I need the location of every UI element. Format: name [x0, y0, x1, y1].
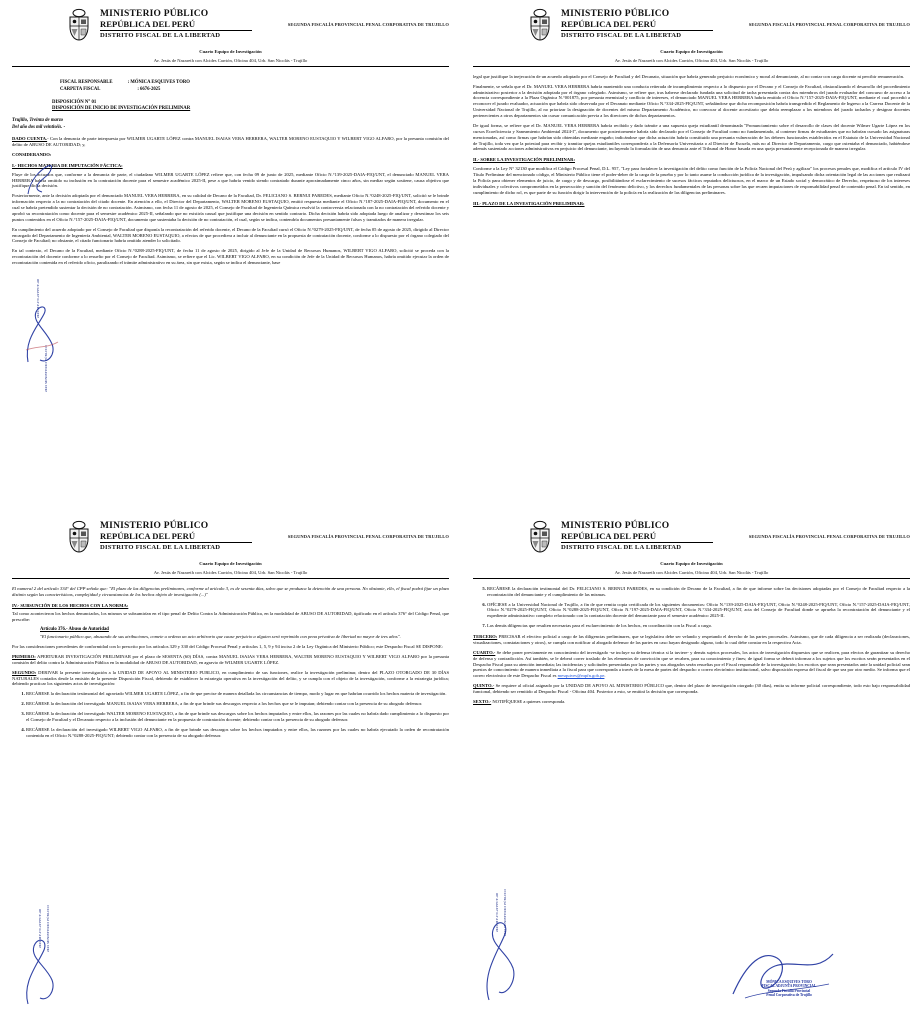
cuarto-end: .: [604, 673, 606, 679]
tercero-label: TERCERO:: [473, 634, 498, 639]
ministry-name: MINISTERIO PÚBLICO: [100, 521, 209, 531]
vertical-stamp-6: 2025 MINISTERIO PÚBLICO: [503, 889, 507, 936]
signature-mark-1: [22, 300, 62, 370]
district-name: DISTRITO FISCAL DE LA LIBERTAD: [100, 544, 221, 552]
vertical-stamp-5: 2025-MP-FN-2FPPCT-4D: [495, 892, 499, 932]
signature-mark-2: [24, 160, 58, 200]
document-page-3: [0, 512, 461, 1024]
page-4-diligence-list: [473, 586, 910, 629]
fiscalia-header-text: SEGUNDA FISCALÍA PROVINCIAL PENAL CORPORATIVA DE TRUJILLO: [748, 534, 910, 539]
considerando-heading: CONSIDERANDO:: [12, 151, 52, 157]
team-line: Cuarto Equipo de Investigación: [199, 49, 262, 54]
fiscal-responsable-row: [60, 80, 449, 86]
carpeta-fiscal-row: [60, 87, 449, 93]
page-3-body: [12, 586, 449, 739]
address-line: Av. Jesús de Nazareth con Alcides Carrión, Oficina 404, Urb. San Nicolás - Trujillo: [12, 570, 449, 579]
list-item: 2. RECÁBESE la declaración del investigado MANUEL ISAIAS VERA HERRERA, a fin de que brinde sus descargos respecto a los hechos que se le imputan; debiendo contar con la presencia de su abogado defensor.: [26, 701, 449, 707]
disposition-heading: [52, 100, 449, 112]
penal-article-text: "El funcionario público que, abusando de sus atribuciones, comete u ordena un acto arbitrario que cause perjuicio a alguien será reprimido con pena privativa de libertad no mayor de tres años".: [40, 634, 401, 640]
page-2-paragraph-1: legal que justifique la inejecución de un acuerdo adoptado por el Consejo de Facultad y del Decanato, situación que habría generado perjuicio económico y moral al denunciante, al no contar con carga docente ni percibir remuneración.: [473, 73, 905, 79]
signature-role: FISCAL ADJUNTA PROVINCIAL: [761, 984, 817, 989]
vertical-stamp-2: 2025 MINISTERIO PÚBLICO: [44, 345, 48, 392]
page-2-paragraph-3: De igual forma, se refiere que el Dr. MANUEL VERA HERRERA habría recibido y dado trámite a una supuesta queja estudiantil denominada "Pronunciamiento sobre el desarrollo de clases del docente Wilmer Ugarte López en los cursos Ecoeficiencia y Saneamiento Ambiental 2024-I", documento que posteriormente habría sido declarado por el Consejo de Facultad como no fundamentado, al contener firmas de estudiantes que no habrían cursado las asignaturas mencionadas, así como firmas que habrían sido obtenidas mediante engaño; indicándose que dicha actuación habría constituido una presunta vulneración de los deberes funcionales establecidos en el Estatuto de la Universidad Nacional de Trujillo, toda vez que la potestad para recibir y tramitar quejas estudiantiles correspondería a la Defensoría Universitaria o al Director de Escuela, más no al Director de Departamento, cargo que ostentaba el denunciado, habiéndose además sustentado acciones administrativas en perjuicio del denunciante, incluyendo la formulación de una denuncia ante el Tribunal de Honor basada en una queja presuntamente recepcionada de manera irregular.: [473, 122, 910, 152]
signature-office-1: Segunda Fiscalía Provincial: [767, 988, 811, 993]
fiscalia-header-text: SEGUNDA FISCALÍA PROVINCIAL PENAL CORPORATIVA DE TRUJILLO: [748, 22, 910, 27]
quinto-paragraph: [473, 683, 910, 695]
republic-name: REPÚBLICA DEL PERÚ: [561, 18, 657, 29]
fiscal-signature-block: [719, 980, 859, 998]
sexto-label: SEXTO.-: [473, 698, 492, 704]
team-line: Cuarto Equipo de Investigación: [660, 561, 723, 566]
list-item: 7. Las demás diligencias que resulten necesarias para el esclarecimiento de los hechos, en coordinación con la Fiscal a cargo.: [487, 623, 910, 629]
fiscal-responsable-label: FISCAL RESPONSABLE: [60, 79, 113, 85]
coat-of-arms-icon: [64, 520, 94, 554]
page-3-diligence-list: [12, 691, 449, 738]
republic-name: REPÚBLICA DEL PERÚ: [100, 530, 196, 541]
page-1-paragraph-4: En tal contexto, el Decano de la Facultad, mediante Oficio N.°0288-2025-FIQ/UNT, de fecha 11 de agosto de 2025, dirigido al Jefe de la Unidad de Recursos Humanos, WILBERT VIGO ALFARO, solicitó se proceda con la recontratación del docente conforme a lo resuelto por el Consejo de Facultad. Asimismo, se refiere que el Lic. WILBERT VIGO ALFARO, en su condición de Jefe de la Unidad de Recursos Humanos, habría omitido ejecutar la orden de recontratación contenida en el referido oficio, paralizando el trámite administrativo en su área, sin que exista, según se indica el denunciante, base: [12, 248, 449, 266]
list-item: 3. RECÁBESE la declaración del investigado WALTER MORENO EUSTAQUIO, a fin de que brinde sus descargos sobre los hechos imputados y entre ellos, las razones por las cuales no habría dado cumplimiento a lo dispuesto por el Consejo de Facultad y el Decanato respecto a la inclusión del denunciante en la propuesta de contratación docente; debiendo contar con la presencia de su abogado defensor.: [26, 711, 449, 723]
vertical-stamp-3: 2025-MP-FN-2FPPCT-4D: [38, 908, 42, 948]
vertical-stamp-1: 2025-MP-FN-2FPPCT-4D: [36, 278, 40, 318]
district-name: DISTRITO FISCAL DE LA LIBERTAD: [561, 544, 682, 552]
page-3-paragraph-1: El numeral 2 del artículo 334° del CPP señala que: "El plazo de las diligencias preliminares, conforme al artículo 3, es de sesenta días, salvo que se produzca la detención de una persona. No obstante, ello, el fiscal podrá fijar un plazo distinto según las características, complejidad y circunstancias de los hechos objeto de investigación (...)": [12, 585, 449, 597]
page-2-body: [473, 74, 910, 207]
ministry-name: MINISTERIO PÚBLICO: [100, 9, 209, 19]
page-1-body: [12, 74, 449, 266]
document-page-2: [461, 0, 922, 512]
penal-article-box: [40, 627, 449, 640]
segundo-text: DERIVAR la presente investigación a la UNIDAD DE APOYO AL MINISTERIO PUBLICO, en cumplimiento de sus funciones, realice la investigación preliminar, dentro del PLAZO OTORGADO DE 30 DÍAS NATURALES contados desde la emisión de la presente Disposición Fiscal, debiendo de establecer la estrategia operativa en la investigación del delito, y se cumpla con el objeto de la investigación, conforme a la estrategia jurídica; debiendo practicar los siguientes actos de investigación:: [12, 669, 449, 687]
letterhead-text: [561, 8, 713, 41]
page-2-paragraph-4: Conforme a la Ley N° 32130 que modifica el Código Procesal Penal, D.L. 957, "Ley para fortalecer la investigación del delito como función de la Policía Nacional del Perú y agilizar" los procesos penales que, modifica el artículo IV del Título Preliminar del mencionado código, el Ministerio Público tiene el poder-deber de la carga de la prueba y por lo tanto asume la conducción jurídica de la investigación, impulsando dicha orientación legal de las acciones que realizará la Policía para obtener elementos de juicio, de cargo y de descargo, posibilitándose el esclarecimiento de sucesos fácticos reputados delictuosos, en el marco de un Estado social y democrático de Derecho, respetuoso de los intereses individuales y colectivos comprometidos en la persecución y sanción del fenómeno delictivo, y los derechos fundamentales de las personas sobre las que recaen imputaciones de responsabilidad penal de contenido penal. En tal sentido, en cumplimiento de dicho rol, es que parte de su función dirigir la intervención de la policía en la realización de las diligencias preliminares.: [473, 166, 910, 195]
letterhead-divider: [100, 30, 252, 32]
fiscalia-header-text: SEGUNDA FISCALÍA PROVINCIAL PENAL CORPORATIVA DE TRUJILLO: [287, 22, 449, 27]
letterhead-text: [561, 520, 713, 553]
carpeta-fiscal-label: CARPETA FISCAL: [60, 86, 101, 92]
primero-label: PRIMERO:: [12, 653, 36, 659]
team-line: Cuarto Equipo de Investigación: [199, 561, 262, 566]
coat-of-arms-icon: [64, 8, 94, 42]
fiscalia-header-text: SEGUNDA FISCALÍA PROVINCIAL PENAL CORPORATIVA DE TRUJILLO: [287, 534, 449, 539]
letterhead-divider: [100, 542, 252, 544]
document-page-4: [461, 512, 922, 1024]
letterhead-text: [100, 520, 252, 553]
segundo-paragraph: [12, 670, 449, 688]
list-item: 6. OFÍCIESE a la Universidad Nacional de Trujillo, a fin de que remita copia certificada de los siguientes documentos: Oficio N.°139-2025-DAIA-FIQ/UNT, Oficio N.°0248-2025-FIQ/UNT, Oficio N.°157-2025-DAIA-FIQ/UNT, Oficio N.°0279-2025-FIQ/UNT, Oficio N.°0288-2025-FIQ/UNT, Oficio N.°197-2025-DAIA-FIQ/UNT, Oficio N.°334-2025-FIQ/UNT, acta del Consejo de Facultad donde se aprueba la recontratación del denunciante y el expediente administrativo completo relacionado con la contratación docente del denunciante para el semestre académico 2025-II.: [487, 602, 910, 620]
quinto-label: QUINTO.-: [473, 683, 495, 689]
section-ii-heading: II.- SOBRE LA INVESTIGACIÓN PRELIMINAR:: [473, 157, 575, 163]
page-4-body: [473, 586, 910, 705]
district-name: DISTRITO FISCAL DE LA LIBERTAD: [100, 32, 221, 40]
fiscal-email-link[interactable]: mesquives@mpfn.gob.pe: [557, 673, 605, 679]
page-1-paragraph-1: Fluye de los actuados que, conforme a la denuncia de parte, el ciudadano WILMER UGARTE LÓPEZ refiere que, con fecha 09 de junio de 2025, mediante Oficio N.°139-2025-DAIA-FIQ/UNT, el denunciado MANUEL VERA HERRERA habría omitido su inclusión en la contratación docente para el semestre académico 2025-II, pese a que habría venido siendo contratado durante aproximadamente cinco años, sin mediar según sostiene, causa objetiva que justifique dicha decisión.: [12, 171, 449, 189]
tercero-paragraph: [473, 634, 910, 646]
place-date-line-2: Del año dos mil veintiséis. -: [12, 125, 66, 131]
section-iii-heading: III.- PLAZO DE LA INVESTIGACIÓN PRELIMINAR:: [473, 200, 585, 206]
sexto-paragraph: [473, 699, 910, 705]
address-line: Av. Jesús de Nazareth con Alcides Carrión, Oficina 404, Urb. San Nicolás - Trujillo: [12, 58, 449, 67]
place-date-line-1: Trujillo, Treinta de marzo: [12, 118, 64, 124]
vertical-stamp-4: 2025 MINISTERIO PÚBLICO: [46, 905, 50, 952]
list-item: 4. RECÁBESE la declaración del investigado WILBERT VIGO ALFARO, a fin de que brinde sus descargos sobre los hechos imputados y entre ellos, las razones por las cuales no habría ejecutado la orden de recontratación contenida en el Oficio N.°0288-2025-FIQ/UNT; debiendo contar con la presencia de su abogado defensor.: [26, 727, 449, 739]
letterhead-text: [100, 8, 252, 41]
page-3-paragraph-2: Tal como acontecieron los hechos denunciados, los mismos se subsumirían en el tipo penal de Delito Contra la Administración Pública, en la modalidad de ABUSO DE AUTORIDAD, tipificado en el artículo 376° del Código Penal, que prescribe:: [12, 611, 449, 623]
section-i-heading: I.- HECHOS MATERIA DE IMPUTACIÓN FÁCTICA:: [12, 162, 123, 168]
segundo-label: SEGUNDO:: [12, 669, 37, 675]
page-1-paragraph-2: Posteriormente, ante la decisión adoptada por el denunciado MANUEL VERA HERRERA, en su calidad de Decano de la Facultad, Dr. FELICIANO S. BERNUI PAREDES, mediante Oficio N.°0248-2025-FIQ/UNT, solicitó se le brinde información respecto a la no contratación del citado docente. En atención a ello, el Director del Departamento, WALTER MORENO EUSTAQUIO, emitió respuesta mediante el Oficio N.°187-2025-DAIA-FIQ/UNT, documento en el cual se habría pretendido sustentar la decisión de no contratación. Asimismo, con fecha 11 de agosto de 2025, el Consejo de Facultad de Ingeniería Química resolvió la controversia relacionada con la no contratación del referido docente y aprobó su recontratación como docente para el semestre académico 2025-II, señalando que no existiría causal que justifique una decisión en sentido contrario. Dicha decisión habría sido adoptada luego de analizar y desestimar los seis puntos contenidos en el Oficio N.°157-2025-DAIA-FIQ/UNT, documento que sustentaba la decisión de no contratación, el cual, según se indica, contendría documentos presuntamente falsos y tramitados de manera irregular.: [12, 193, 449, 222]
coat-of-arms-icon: [525, 8, 555, 42]
primero-text: APERTURAR INVESTIGACIÓN PRELIMINAR por el plazo de SESENTA (60) DÍAS, contra MANUEL ISAIAS VERA HERRERA, WALTER MORENO EUSTAQUIO Y WILBERT VIGO ALFARO por la presunta comisión del delito contra la Administración Pública en la modalidad de ABUSO DE AUTORIDAD, en agravio de WILMER UGARTE LÓPEZ.: [12, 653, 449, 665]
letterhead-divider: [561, 30, 713, 32]
section-iv-heading: IV.- SUBSUNCIÓN DE LOS HECHOS CON LA NORMA:: [12, 602, 129, 608]
document-page-1: [0, 0, 461, 512]
cuarto-label: CUARTO.-: [473, 649, 496, 655]
list-item: 5. RECÁBESE la declaración testimonial del Dr. FELICIANO S. BERNUI PAREDES, en su condición de Decano de la Facultad, a fin de que informe sobre las decisiones adoptadas por el Consejo de Facultad respecto a la recontratación del denunciante y el cumplimiento de las mismas.: [487, 586, 910, 598]
signature-name: MÓNICA ESQUIVES TORO: [766, 980, 812, 984]
page-1-paragraph-3: En cumplimiento del acuerdo adoptado por el Consejo de Facultad que disponía la recontratación del referido docente, el Decano de la Facultad cursó el Oficio N.°0279-2025-FIQ/UNT, de fecha 05 de agosto de 2025, dirigido al Director encargado del Departamento de Ingeniería Ambiental, WALTER MORENO EUSTAQUIO, a efectos de que procediera a incluir al denunciante en la propuesta de contratación docente, conforme a lo dispuesto por el órgano colegiado del Consejo de Facultad; no obstante, el citado funcionario habría omitido atender lo solicitado.: [12, 226, 449, 244]
address-line: Av. Jesús de Nazareth con Alcides Carrión, Oficina 404, Urb. San Nicolás - Trujillo: [473, 58, 910, 67]
dado-cuenta-paragraph: [12, 136, 449, 148]
coat-of-arms-icon: [525, 520, 555, 554]
primero-paragraph: [12, 654, 449, 666]
sexto-text: NOTIFÍQUESE a quienes corresponda.: [491, 698, 566, 704]
fiscal-responsable-value: : MÓNICA ESQUIVES TORO: [127, 79, 190, 85]
cuarto-text: Se debe poner previamente en conocimiento del investigado -se incluye su defensa técnica si la tuviere- y demás sujetos procesales, los actos de investigación dispuestos que se realicen, para efectos de garantizar su derecho de defensa y contradicción. Así también, se le deberá correr traslado de los elementos de convicción que se recaben, para su conocimiento y fines; de igual forma se deberá informar a los sujetos que los escritos serán presentados en el Despacho Fiscal para su atención inmediata; las incidencias y solicitudes presentadas por las partes y sus abogados serán resueltas por el Fiscal responsable de la investigación; los escritos que sean presentados ante la unidad policial sean puestos de conocimiento de manera inmediata a la fiscal para que corresponda a través de la mesa de partes del despacho o correo electrónico institucional, salvo disposición expresa del fiscal de que sea por otro medio. Se informa que el correo electrónico de este Despacho Fiscal es: [473, 649, 910, 679]
page-3-paragraph-3: Por las consideraciones precedentes de conformidad con lo prescrito por los artículos 329 y 330 del Código Procesal Penal y artículos 1, 5, 9 y 94 inciso 2 de la Ley Orgánica del Ministerio Público; este Despacho Fiscal SE DISPONE:: [12, 644, 443, 650]
dado-cuenta-label: DADO CUENTA.: [12, 136, 48, 142]
signature-mark-4: [479, 910, 525, 1006]
quinto-text: Se requiere al oficial asignado por la UNIDAD DE APOYO AL MINISTERIO PÚBLICO que, dentro del plazo de investigación otorgado (30 días), emita su informe policial correspondiente, todo esto bajo responsabilidad funcional, debiendo ser remitido al Despacho Fiscal - Oficina 404. Posterior a esto, se emitirá la decisión que corresponda.: [473, 683, 910, 694]
ministry-name: MINISTERIO PÚBLICO: [561, 521, 670, 531]
disposition-number: DISPOSICIÓN N° 01: [52, 99, 97, 105]
republic-name: REPÚBLICA DEL PERÚ: [561, 530, 657, 541]
republic-name: REPÚBLICA DEL PERÚ: [100, 18, 196, 29]
tercero-text: PRECISAR el efectivo policial a cargo de las diligencias preliminares, que se legislativa debe ser velando y respetando el derecho de las partes procesales. Asimismo, que de cada diligencia a ser realizada (declaraciones, visualizaciones, constataciones y otros), se cumpla con notificar al abogado defensor de las partes en caso hayan designado alguno, todo lo cual debe constar en la respectiva Acta.: [473, 634, 910, 645]
letterhead-divider: [561, 542, 713, 544]
dado-cuenta-text: - Con la denuncia de parte interpuesta por WILMER UGARTE LÓPEZ contra MANUEL ISAIAS VERA HERRERA, WALTER MORENO EUSTAQUIO Y WILBERT VIGO ALFARO, por la presunta comisión del delito de ABUSO DE AUTORIDAD; y,: [12, 136, 449, 148]
cuarto-paragraph: [473, 650, 910, 679]
list-item: 1. RECÁBESE la declaración testimonial del agraviado WILMER UGARTE LÓPEZ, a fin de que precise de manera detallada las circunstancias de tiempo, modo y lugar en que habrían ocurrido los hechos materia de investigación.: [26, 691, 449, 697]
district-name: DISTRITO FISCAL DE LA LIBERTAD: [561, 32, 682, 40]
penal-article-title: Artículo 376.- Abuso de Autoridad: [40, 627, 109, 633]
page-2-paragraph-2: Finalmente, se señala que el Dr. MANUEL VERA HERRERA habría mantenido una conducta reiterada de incumplimiento respecto a lo dispuesto por el Decano y el Consejo de Facultad, obstaculizando el desarrollo del procedimiento administrativo posterior a la decisión adoptada por el órgano colegiado. Asimismo, se refiere que, tras haberse declarado fundada una solicitud de tacha presentada contra dos miembros del jurado evaluador del concurso de acceso a la docencia correspondiente a la Plaza Orgánica N.°001875, por presunta enemistad y conflicto de intereses, el denunciado MANUEL VERA HERRERA habría emitido el Oficio N.°157-2025-DAIA-FIQ/UNT, mediante el cual procedió a reconocer el jurado evaluador, actuación que habría sido observada por el Decanato mediante Oficio N.°334-2025-FIQ/UNT, señalándose que dicha recomposición habría transgredido el Reglamento de Ingreso a la Carrera Docente de la Universidad Nacional de Trujillo, al no priorizar la designación de docentes del mismo Departamento Académico, no convocar al docente accesitario que debía reemplazar a los miembros del jurado tachados y designar docentes pertenecientes a otros departamentos sin cursar comunicación previa a los directores de dichos departamentos.: [473, 83, 910, 118]
address-line: Av. Jesús de Nazareth con Alcides Carrión, Oficina 404, Urb. San Nicolás - Trujillo: [473, 570, 910, 579]
carpeta-fiscal-value: : 6676-2025: [137, 86, 161, 92]
disposition-title: DISPOSICIÓN DE INICIO DE INVESTIGACIÓN PRELIMINAR: [52, 105, 191, 111]
signature-office-2: Penal Corporativa de Trujillo: [766, 993, 812, 998]
ministry-name: MINISTERIO PÚBLICO: [561, 9, 670, 19]
team-line: Cuarto Equipo de Investigación: [660, 49, 723, 54]
